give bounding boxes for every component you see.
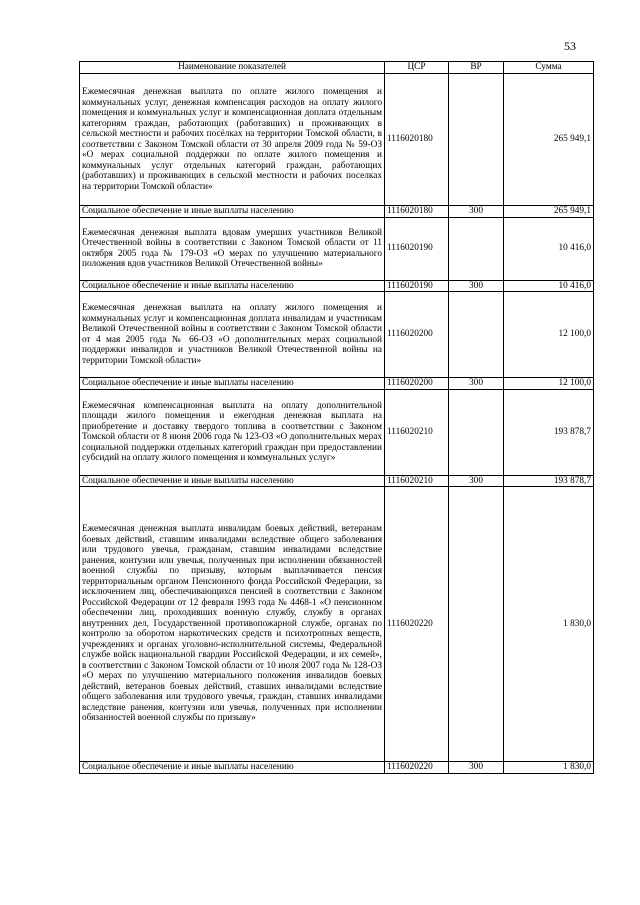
row-name: Ежемесячная денежная выплата вдовам умерших участников Великой Отечественной войны в соответствии с Законом Томской области от 11 октября 2005 года № 179-ОЗ «О мерах по улучшению материального положения вдов участников Великой Отечественной войны» — [80, 217, 385, 280]
row-name: Социальное обеспечение и иные выплаты населению — [80, 762, 385, 774]
row-sum: 265 949,1 — [504, 74, 594, 206]
row-vr: 300 — [449, 762, 504, 774]
row-name: Социальное обеспечение и иные выплаты населению — [80, 475, 385, 487]
table-row — [80, 378, 594, 390]
row-vr: 300 — [449, 475, 504, 487]
row-csr: 1116020220 — [385, 762, 449, 774]
row-csr: 1116020210 — [385, 389, 449, 475]
row-vr — [449, 487, 504, 762]
row-sum: 10 416,0 — [504, 280, 594, 292]
row-name: Социальное обеспечение и иные выплаты населению — [80, 280, 385, 292]
header-sum: Сумма — [504, 62, 594, 74]
table-row — [80, 292, 594, 378]
table-row — [80, 206, 594, 218]
row-sum: 193 878,7 — [504, 389, 594, 475]
row-csr: 1116020180 — [385, 206, 449, 218]
row-csr: 1116020190 — [385, 217, 449, 280]
table-row — [80, 74, 594, 206]
row-sum: 265 949,1 — [504, 206, 594, 218]
table-row — [80, 217, 594, 280]
row-csr: 1116020210 — [385, 475, 449, 487]
row-csr: 1116020200 — [385, 292, 449, 378]
page-number: 53 — [564, 39, 576, 53]
table-row — [80, 280, 594, 292]
table-row — [80, 389, 594, 475]
row-vr — [449, 74, 504, 206]
header-csr: ЦСР — [385, 62, 449, 74]
row-sum: 1 830,0 — [504, 487, 594, 762]
row-name: Ежемесячная денежная выплата на оплату жилого помещения и коммунальных услуг и компенсационная доплата инвалидам и участникам Великой Отечественной войны в соответствии с Законом Томской области от 4 мая 2005 года № 66-ОЗ «О дополнительных мерах социальной поддержки инвалидов и участников Великой Отечественной войны на территории Томской области» — [80, 292, 385, 378]
row-vr: 300 — [449, 206, 504, 218]
row-vr — [449, 389, 504, 475]
row-sum: 10 416,0 — [504, 217, 594, 280]
row-csr: 1116020180 — [385, 74, 449, 206]
row-csr: 1116020220 — [385, 487, 449, 762]
table-row — [80, 487, 594, 762]
header-vr: ВР — [449, 62, 504, 74]
row-vr: 300 — [449, 378, 504, 390]
row-name: Ежемесячная компенсационная выплата на оплату дополнительной площади жилого помещения и ежегодная денежная выплата на приобретение и доставку твердого топлива в соответствии с Законом Томской области от 8 июня 2006 года № 123-ОЗ «О дополнительных мерах социальной поддержки отдельных категорий граждан при предоставлении субсидий на оплату жилого помещения и коммунальных услуг» — [80, 389, 385, 475]
row-name: Социальное обеспечение и иные выплаты населению — [80, 206, 385, 218]
row-csr: 1116020200 — [385, 378, 449, 390]
table-header-row — [80, 62, 594, 74]
row-vr — [449, 217, 504, 280]
budget-table — [79, 61, 594, 774]
row-name: Ежемесячная денежная выплата по оплате жилого помещения и коммунальных услуг, денежная компенсация расходов на оплату жилого помещения и коммунальных услуг и компенсационная доплата отдельным категориям граждан, работающих (работавших) и проживающих в сельской местности и рабочих посёлках на территории Томской области, в соответствии с Законом Томской области от 30 апреля 2009 года № 59-ОЗ «О мерах социальной поддержки по оплате жилого помещения и коммунальных услуг отдельных категорий граждан, работающих (работавших) и проживающих в сельской местности и рабочих поселках на территории Томской области» — [80, 74, 385, 206]
row-vr: 300 — [449, 280, 504, 292]
row-name: Социальное обеспечение и иные выплаты населению — [80, 378, 385, 390]
header-name: Наименование показателей — [80, 62, 385, 74]
row-name: Ежемесячная денежная выплата инвалидам боевых действий, ветеранам боевых действий, ставшим инвалидами вследствие общего заболевания или трудового увечья, гражданам, ставшим инвалидами вследствие ранения, контузии или увечья, полученных при исполнении обязанностей военной службы по призыву, которым выплачивается пенсия территориальным органом Пенсионного фонда Российской Федерации, за исключением лиц, обеспечивающихся пенсией в соответствии с Законом Российской Федерации от 12 февраля 1993 года № 4468-1 «О пенсионном обеспечении лиц, проходивших военную службу, службу в органах внутренних дел, Государственной противопожарной службе, органах по контролю за оборотом наркотических средств и психотропных веществ, учреждениях и органах уголовно-исполнительной системы, Федеральной службе войск национальной гвардии Российской Федерации, и их семей», в соответствии с Законом Томской области от 10 июля 2007 года № 128-ОЗ «О мерах по улучшению материального положения инвалидов боевых действий, ветеранов боевых действий, ставших инвалидами вследствие общего заболевания или трудового увечья, граждан, ставших инвалидами вследствие ранения, контузии или увечья, полученных при исполнении обязанностей военной службы по призыву» — [80, 487, 385, 762]
row-sum: 12 100,0 — [504, 378, 594, 390]
table-body — [80, 74, 594, 774]
row-sum: 193 878,7 — [504, 475, 594, 487]
row-vr — [449, 292, 504, 378]
row-sum: 1 830,0 — [504, 762, 594, 774]
row-sum: 12 100,0 — [504, 292, 594, 378]
table-row — [80, 475, 594, 487]
table-row — [80, 762, 594, 774]
row-csr: 1116020190 — [385, 280, 449, 292]
